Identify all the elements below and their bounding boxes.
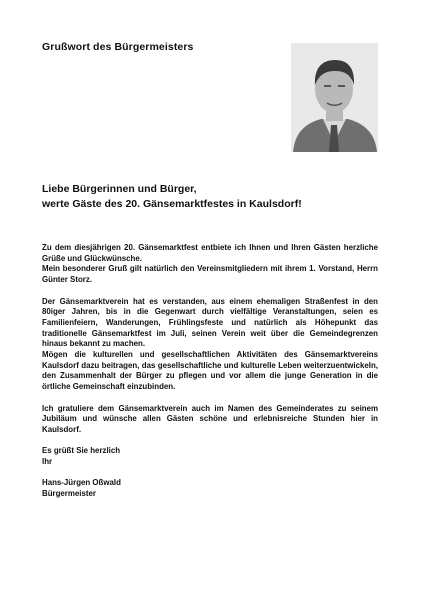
signoff-yours: Ihr xyxy=(42,457,53,467)
paragraph-history: Der Gänsemarktverein hat es verstanden, aus einem ehemaligen Straßenfest in den 80iger Jahren, bis in die Gegenwart durch vielfältige Veranstaltungen, seien es Familienfeiern, Wanderungen, Frühlingsfeste und natürlich als Höhepunkt das traditionelle Gänsemarktfest im Juli, seinen Verein weit über die Gemeindegrenzen hinaus bekannt zu machen. xyxy=(42,296,378,349)
paragraph-congratulations: Ich gratuliere dem Gänsemarktverein auch im Namen des Gemeinderates zu seinem Jubiläum und wünsche allen Gästen schöne und erlebnisreiche Stunden hier in Kaulsdorf. xyxy=(42,403,378,434)
page-title: Grußwort des Bürgermeisters xyxy=(42,41,194,53)
signoff-title: Bürgermeister xyxy=(42,489,96,499)
paragraph-welcome: Zu dem diesjährigen 20. Gänsemarktfest entbiete ich Ihnen und Ihren Gästen herzliche Grüße und Glückwünsche. xyxy=(42,243,378,263)
paragraph-wishes: Mögen die kulturellen und gesellschaftlichen Aktivitäten des Gänsemarktvereins Kaulsdorf dazu beitragen, das gesellschaftliche und kulturelle Leben weiterzuentwickeln, den Zusammenhalt der Bürger zu pflegen und vor allem die junge Generation in die örtliche Gemeinschaft einzubinden. xyxy=(42,350,378,392)
greeting-line-1: Liebe Bürgerinnen und Bürger, xyxy=(42,183,197,195)
greeting-line-2: werte Gäste des 20. Gänsemarktfestes in Kaulsdorf! xyxy=(42,198,302,210)
signoff xyxy=(42,446,378,500)
letter-body xyxy=(42,243,378,500)
paragraph-greeting-members: Mein besonderer Gruß gilt natürlich den Vereinsmitgliedern mit ihrem 1. Vorstand, Herrn Günter Storz. xyxy=(42,264,378,285)
signoff-closing: Es grüßt Sie herzlich xyxy=(42,446,121,456)
signoff-name: Hans-Jürgen Oßwald xyxy=(42,478,121,488)
portrait-photo xyxy=(291,43,378,152)
greeting xyxy=(42,182,382,212)
portrait-photo-icon xyxy=(291,43,378,152)
